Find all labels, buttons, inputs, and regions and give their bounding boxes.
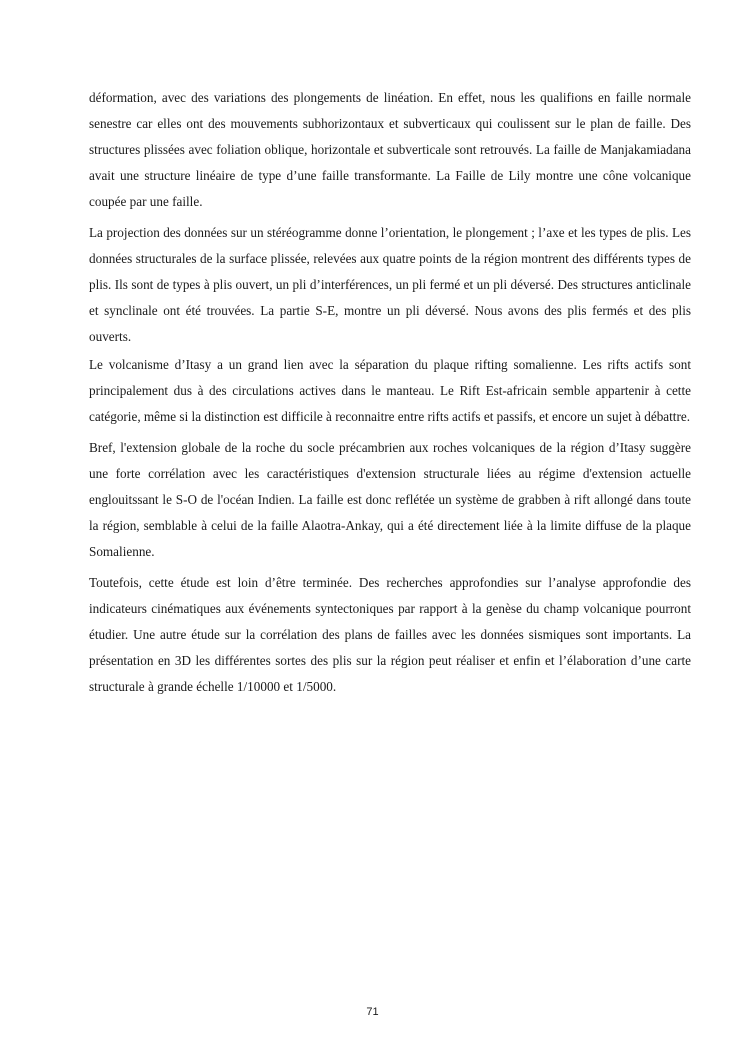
paragraph-folds: La projection des données sur un stéréogramme donne l’orientation, le plongement ; l’axe et les types de plis. Les données structurales de la surface plissée, relevées aux quatre points de la région montrent des différents types de plis. Ils sont de types à plis ouvert, un pli d’interférences, un pli fermé et un pli déversé. Des structures anticlinale et synclinale ont été trouvées. La partie S-E, montre un pli déversé. Nous avons des plis fermés et des plis ouverts. (89, 225, 691, 344)
document-body (89, 85, 691, 700)
paragraph-volcanism: Le volcanisme d’Itasy a un grand lien avec la séparation du plaque rifting somalienne. Les rifts actifs sont principalement dus à des circulations actives dans le manteau. Le Rift Est-africain semble appartenir à cette catégorie, même si la distinction est difficile à reconnaitre entre rifts actifs et passifs, et encore un sujet à débattre. (89, 357, 691, 424)
page-number: 71 (366, 1006, 379, 1018)
paragraph-extension: Bref, l'extension globale de la roche du socle précambrien aux roches volcaniques de la région d’Itasy suggère une forte corrélation avec les caractéristiques d'extension structurale liées au régime d'extension actuelle englouitssant le S-O de l'océan Indien. La faille est donc reflétée un système de grabben à rift allongé dans toute la région, semblable à celui de la faille Alaotra-Ankay, qui a été directement liée à la limite diffuse de la plaque Somalienne. (89, 440, 691, 559)
paragraph-faults: déformation, avec des variations des plongements de linéation. En effet, nous les qualifions en faille normale senestre car elles ont des mouvements subhorizontaux et subverticaux qui coulissent sur le plan de faille. Des structures plissées avec foliation oblique, horizontale et subverticale sont retrouvés. La faille de Manjakamiadana avait une structure linéaire de type d’une faille transformante. La Faille de Lily montre une cône volcanique coupée par une faille. (89, 90, 691, 209)
paragraph-perspectives: Toutefois, cette étude est loin d’être terminée. Des recherches approfondies sur l’analyse approfondie des indicateurs cinématiques aux événements syntectoniques par rapport à la genèse du champ volcanique pourront étudier. Une autre étude sur la corrélation des plans de failles avec les données sismiques sont importants. La présentation en 3D les différentes sortes des plis sur la région peut réaliser et enfin et l’élaboration d’une carte structurale à grande échelle 1/10000 et 1/5000. (89, 575, 691, 694)
